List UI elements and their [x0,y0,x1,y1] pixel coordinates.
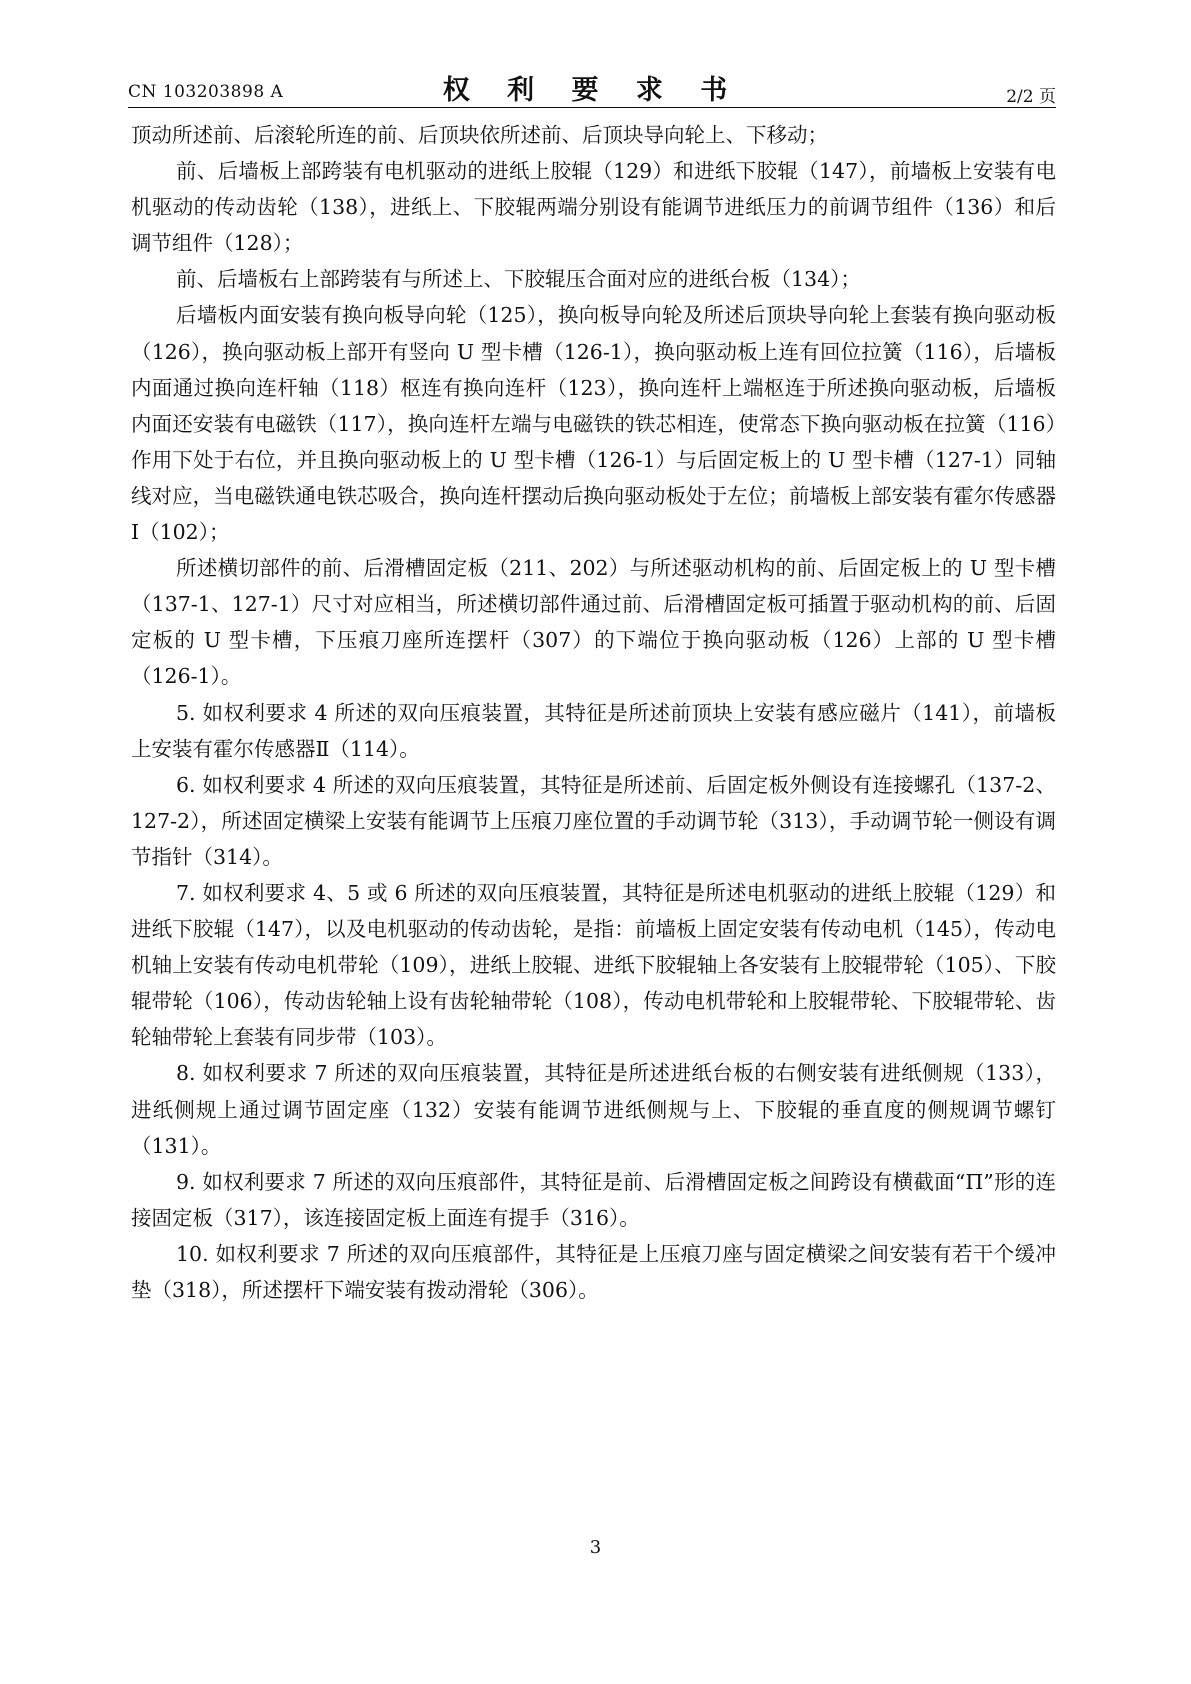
claim-paragraph: 前、后墙板上部跨装有电机驱动的进纸上胶辊（129）和进纸下胶辊（147），前墙板上安装有电机驱动的传动齿轮（138），进纸上、下胶辊两端分别设有能调节进纸压力的前调节组件（136）和后调节组件（128）； [131,159,1056,256]
claim-paragraph: 8. 如权利要求 7 所述的双向压痕装置，其特征是所述进纸台板的右侧安装有进纸侧规（133），进纸侧规上通过调节固定座（132）安装有能调节进纸侧规与上、下胶辊的垂直度的侧规调节螺钉（131）。 [131,1061,1056,1158]
claim-paragraph: 前、后墙板右上部跨装有与所述上、下胶辊压合面对应的进纸台板（134）； [176,267,861,292]
publication-number: CN 103203898 A [128,82,284,102]
claim-paragraph: 9. 如权利要求 7 所述的双向压痕部件，其特征是前、后滑槽固定板之间跨设有横截面“Π”形的连接固定板（317），该连接固定板上面连有提手（316）。 [131,1169,1056,1230]
page-header [128,68,1056,107]
claim-paragraph: 10. 如权利要求 7 所述的双向压痕部件，其特征是上压痕刀座与固定横梁之间安装有若干个缓冲垫（318），所述摆杆下端安装有拨动滑轮（306）。 [131,1241,1056,1302]
claim-paragraph: 7. 如权利要求 4、5 或 6 所述的双向压痕装置，其特征是所述电机驱动的进纸上胶辊（129）和进纸下胶辊（147），以及电机驱动的传动齿轮，是指：前墙板上固定安装有传动电机（145），传动电机轴上安装有传动电机带轮（109），进纸上胶辊、进纸下胶辊轴上各安装有上胶辊带轮（105）、下胶辊带轮（106），传动齿轮轴上设有齿轮轴带轮（108），传动电机带轮和上胶辊带轮、下胶辊带轮、齿轮轴带轮上套装有同步带（103）。 [131,880,1056,1050]
page-indicator: 2/2 页 [1006,87,1056,107]
header-divider [128,107,1056,108]
claim-paragraph: 6. 如权利要求 4 所述的双向压痕装置，其特征是所述前、后固定板外侧设有连接螺孔（137-2、127-2），所述固定横梁上安装有能调节上压痕刀座位置的手动调节轮（313），手动调节轮一侧设有调节指针（314）。 [131,772,1056,869]
claim-paragraph: 5. 如权利要求 4 所述的双向压痕装置，其特征是所述前顶块上安装有感应磁片（141），前墙板上安装有霍尔传感器Ⅱ（114）。 [131,700,1056,761]
claim-paragraph: 顶动所述前、后滚轮所连的前、后顶块依所述前、后顶块导向轮上、下移动； [131,123,828,147]
claim-paragraph: 所述横切部件的前、后滑槽固定板（211、202）与所述驱动机构的前、后固定板上的 U 型卡槽（137-1、127-1）尺寸对应相当，所述横切部件通过前、后滑槽固定板可插置于驱动机构的前、后固定板的 U 型卡槽，下压痕刀座所连摆杆（307）的下端位于换向驱动板（126）上部的 U 型卡槽（126-1）。 [131,556,1056,689]
document-title: 权 利 要 求 书 [442,75,742,106]
page-number: 3 [589,1537,602,1558]
claim-paragraph: 后墙板内面安装有换向板导向轮（125），换向板导向轮及所述后顶块导向轮上套装有换向驱动板（126），换向驱动板上部开有竖向 U 型卡槽（126-1），换向驱动板上连有回位拉簧（116），后墙板内面通过换向连杆轴（118）枢连有换向连杆（123），换向连杆上端枢连于所述换向驱动板，后墙板内面还安装有电磁铁（117），换向连杆左端与电磁铁的铁芯相连，使常态下换向驱动板在拉簧（116）作用下处于右位，并且换向驱动板上的 U 型卡槽（126-1）与后固定板上的 U 型卡槽（127-1）同轴线对应，当电磁铁通电铁芯吸合，换向连杆摆动后换向驱动板处于左位；前墙板上部安装有霍尔传感器Ⅰ（102）； [131,303,1056,545]
claims-body [131,117,1056,1308]
